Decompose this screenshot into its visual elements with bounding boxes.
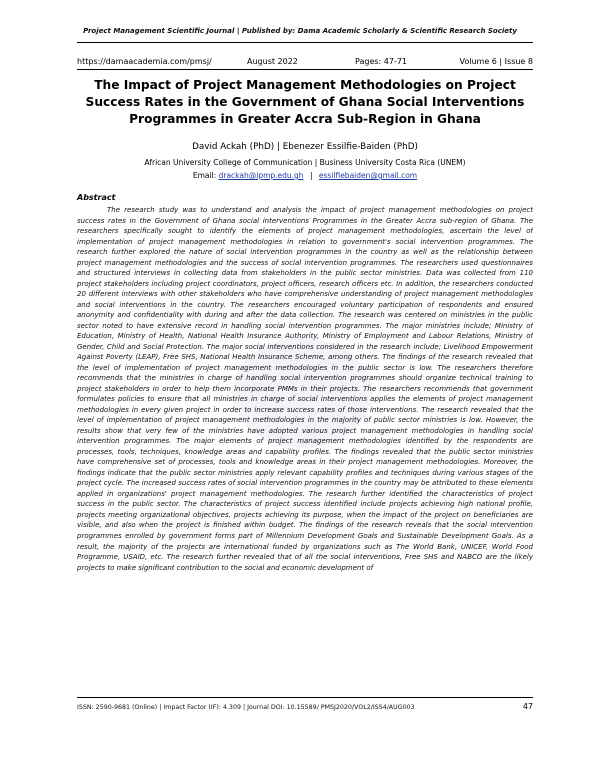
volume-issue: Volume 6 | Issue 8 [459,57,533,66]
article-title: The Impact of Project Management Methodologies on Project Success Rates in the Government of Ghana Social Interventions Programmes in Greater Accra Sub-Region in Ghana [85,78,525,126]
footer-identifiers: ISSN: 2590-9681 (Online) | Impact Factor (IF): 4.309 | Journal DOI: 10.15589/ PMSJ2020/VOL2/ISS4/AUG003 [77,704,415,711]
page-range: Pages: 47-71 [355,57,408,66]
meta-divider [77,69,533,70]
journal-banner: Project Management Scientific Journal | Published by: Dama Academic Scholarly & Scientific Research Society [83,27,517,35]
header-divider [77,42,533,43]
publication-meta-row [77,57,533,69]
email-label: Email: [192,171,217,180]
article-authors: David Ackah (PhD) | Ebenezer Essilfie-Baiden (PhD) [192,142,418,152]
journal-url[interactable]: https://damaacademia.com/pmsj/ [77,57,212,66]
abstract-body: The research study was to understand and analysis the impact of project management methodologies on project success rates in the Government of Ghana social interventions Programmes in the Greater Accra sub-region of Ghana. The researchers specifically sought to identify the elements of project management methodologies, ascertain the level of implementation of project management methodologies in relation to government's social intervention programmes. The research further explored the nature of social intervention programmes in the country as well as the relationship between project management methodologies and the success of social intervention programmes. The researchers used questionnaires and structured interviews in collecting data from stakeholders in the public sector ministries. Data was collected from 110 project stakeholders including project coordinators, project officers, research officers etc. In addition, the researchers conducted 20 different interviews with other stakeholders who have comprehensive understanding of project management methodologies and social interventions in the country. The researchers encouraged voluntary participation of respondents and ensured anonymity and confidentiality with during and after the data collection. The research was centered on ministries in the public sector noted to have extensive record in handling social intervention programmes. The major ministries include; Ministry of Education, Ministry of Health, National Health Insurance Authority, Ministry of Employment and Labour Relations, Ministry of Gender, Child and Social Protection. The major social interventions considered in the research include; Livelihood Empowerment Against Poverty (LEAP), Free SHS, National Health Insurance Scheme, among others. The findings of the research revealed that the level of implementation of project management methodologies in the public sector is low. The researchers therefore recommends that the ministries in charge of handling social intervention programmes should organize technical training to project stakeholders in order to help them incorporate PMMs in their projects. The researchers recommends that government formulates policies to ensure that all ministries in charge of social interventions applies the elements of project management methodologies in every given project in order to increase success rates of those interventions. The research revealed that the level of implementation of project management methodologies in the majority of public sector ministries is low. However, the results show that very few of the ministries have adopted various project management methodologies in handling social intervention programmes. The major elements of project management methodologies identified by the respondents are processes, tools, techniques, knowledge areas and capability profiles. The findings revealed that the public sector ministries have comprehensive set of processes, tools and knowledge areas in their project management methodologies. Moreover, the findings indicate that the public sector ministries apply relevant capability profiles and techniques during various stages of the project cycle. The increased success rates of social intervention programmes in the country may be attributed to these elements applied in organizations' project management methodologies. The research further identified the characteristics of project success in the public sector. The characteristics of project success identified include projects achieving high national profile, projects meeting organizational objectives, projects achieving its purpose, when the impact of the project on beneficiaries are visible, and also when the project is finished within budget. The findings of the research reveals that the social intervention programmes enrolled by government forms part of Millennium Development Goals and Sustainable Development Goals. As a result, the majority of the projects are international funded by organizations such as The World Bank, UNICEF, World Food Programme, USAID, etc. The research further revealed that of all the social interventions, Free SHS and NABCO are the likely projects to make significant contribution to the social and economic development of [77,206,533,572]
email-separator: | [309,171,313,180]
email-link-1[interactable]: drackah@ipmp.edu.gh [218,171,304,180]
abstract-heading: Abstract [77,193,116,202]
issue-date: August 2022 [247,57,298,66]
author-affiliation: African University College of Communication | Business University Costa Rica (UNEM) [144,158,466,167]
author-emails [77,170,533,181]
page-number: 47 [522,702,533,711]
email-link-2[interactable]: essilfiebaiden@gmail.com [318,171,418,180]
footer-divider [77,697,533,698]
